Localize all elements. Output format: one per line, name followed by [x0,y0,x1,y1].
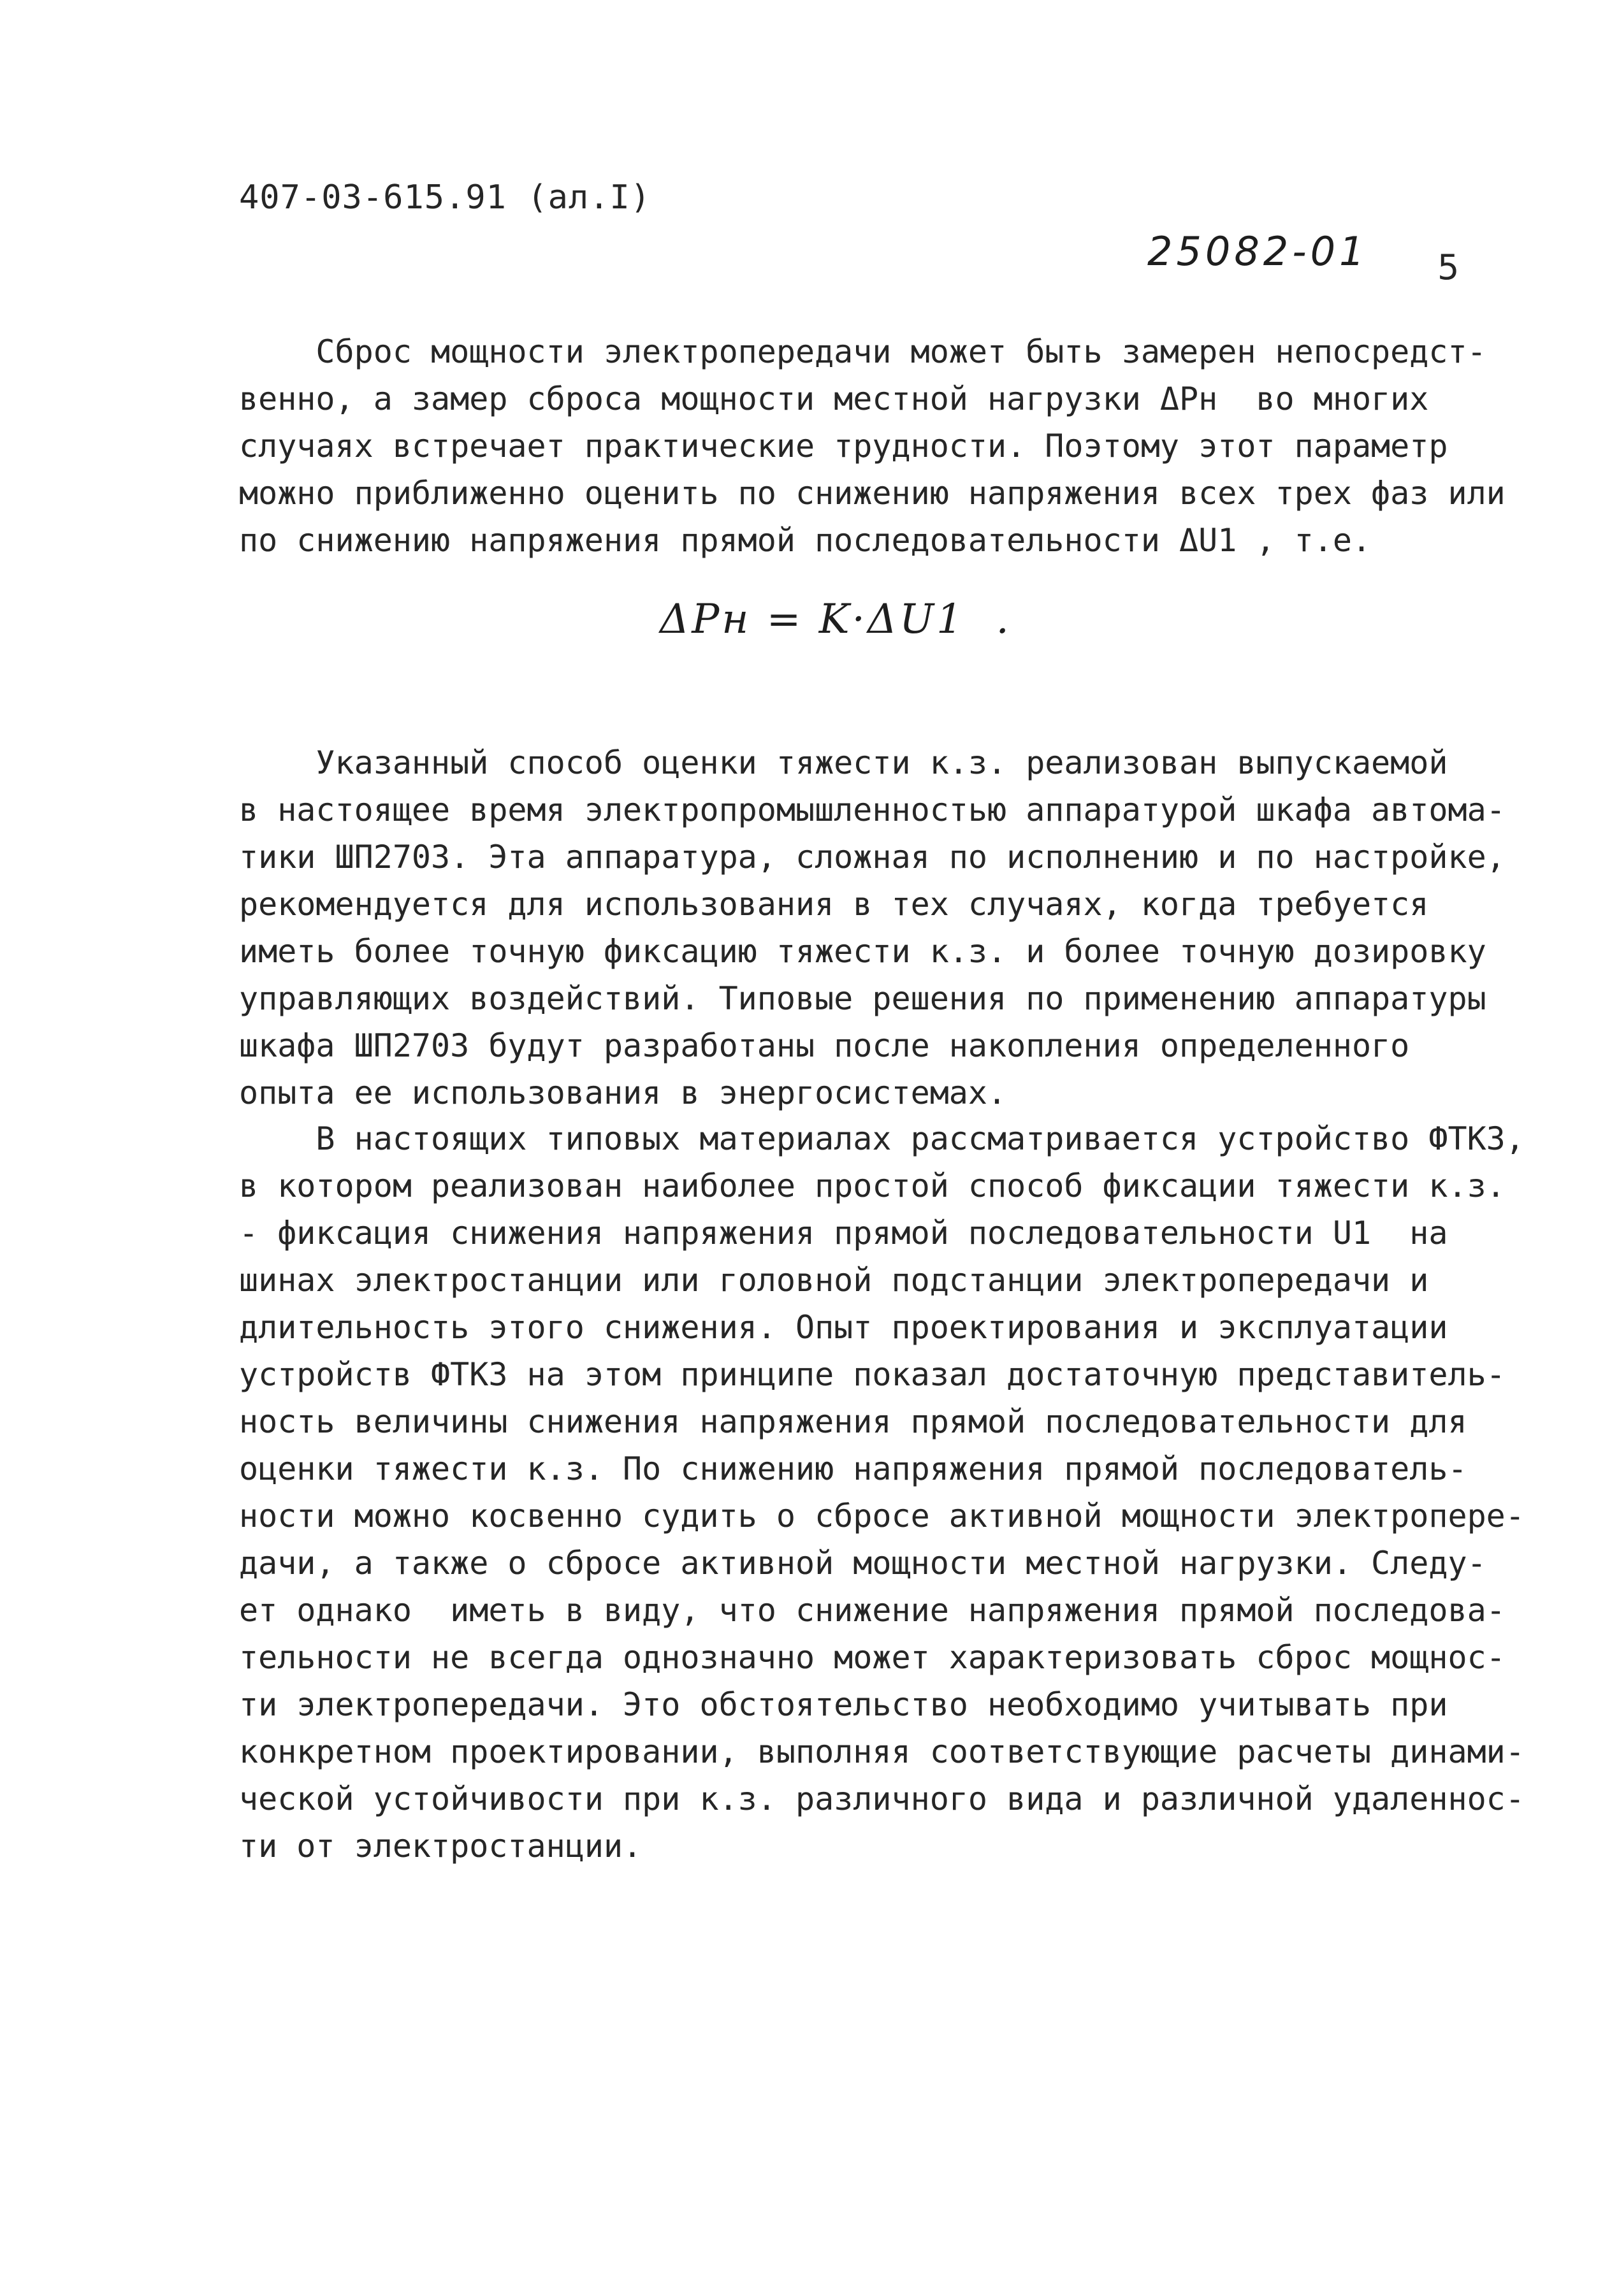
paragraph-3-line: ности можно косвенно судить о сбросе активной мощности электропере- [239,1498,1525,1534]
paragraph-3-line: ти от электростанции. [239,1828,643,1865]
page-number: 5 [1437,247,1460,287]
paragraph-2-line: тики ШП2703. Эта аппаратура, сложная по исполнению и по настройке, [239,839,1506,876]
paragraph-2 [239,739,1506,1116]
paragraph-3-line: ет однако иметь в виду, что снижение напряжения прямой последова- [239,1592,1506,1629]
paragraph-3-line: В настоящих типовых материалах рассматривается устройство ФТКЗ, [239,1120,1525,1157]
paragraph-3-line: ти электропередачи. Это обстоятельство необходимо учитывать при [239,1686,1448,1723]
paragraph-2-line: управляющих воздействий. Типовые решения по применению аппаратуры [239,980,1486,1017]
paragraph-3-line: дачи, а также о сбросе активной мощности местной нагрузки. Следу- [239,1545,1486,1582]
paragraph-1-line: Сброс мощности электропередачи может быть замерен непосредст- [239,333,1486,370]
paragraph-3-line: оценки тяжести к.з. По снижению напряжения прямой последователь- [239,1450,1467,1487]
paragraph-2-line: в настоящее время электропромышленностью аппаратурой шкафа автома- [239,791,1506,828]
paragraph-2-line: иметь более точную фиксацию тяжести к.з. и более точную дозировку [239,933,1486,970]
paragraph-3-line: ческой устойчивости при к.з. различного вида и различной удаленнос- [239,1780,1525,1817]
paragraph-2-line: шкафа ШП2703 будут разработаны после накопления определенного [239,1027,1410,1064]
paragraph-2-line: рекомендуется для использования в тех случаях, когда требуется [239,886,1429,923]
paragraph-1-line: случаях встречает практические трудности. Поэтому этот параметр [239,428,1448,465]
paragraph-3-line: тельности не всегда однозначно может характеризовать сброс мощнос- [239,1639,1506,1676]
paragraph-3-line: - фиксация снижения напряжения прямой последовательности U1 на [239,1215,1448,1252]
paragraph-3-line: конкретном проектировании, выполняя соответствующие расчеты динами- [239,1733,1525,1770]
paragraph-1-line: можно приближенно оценить по снижению напряжения всех трех фаз или [239,475,1506,512]
handwritten-stamp-number: 25082-01 [1147,228,1369,275]
paragraph-2-line: опыта ее использования в энергосистемах. [239,1074,1007,1111]
paragraph-3-line: в котором реализован наиболее простой способ фиксации тяжести к.з. [239,1167,1506,1204]
paragraph-2-line: Указанный способ оценки тяжести к.з. реализован выпускаемой [239,744,1448,781]
paragraph-3-line: устройств ФТКЗ на этом принципе показал достаточную представитель- [239,1356,1506,1393]
paragraph-3-line: шинах электростанции или головной подстанции электропередачи и [239,1262,1429,1299]
paragraph-1 [239,328,1506,564]
paragraph-3 [239,1115,1525,1870]
document-code: 407-03-615.91 (ал.I) [239,178,651,217]
paragraph-1-line: венно, а замер сброса мощности местной нагрузки ΔPн во многих [239,380,1429,417]
paragraph-3-line: длительность этого снижения. Опыт проектирования и эксплуатации [239,1309,1448,1346]
paragraph-3-line: ность величины снижения напряжения прямой последовательности для [239,1403,1467,1440]
paragraph-1-line: по снижению напряжения прямой последовательности ΔU1 , т.е. [239,522,1372,559]
formula: ΔPн = K·ΔU1 . [660,596,1012,643]
